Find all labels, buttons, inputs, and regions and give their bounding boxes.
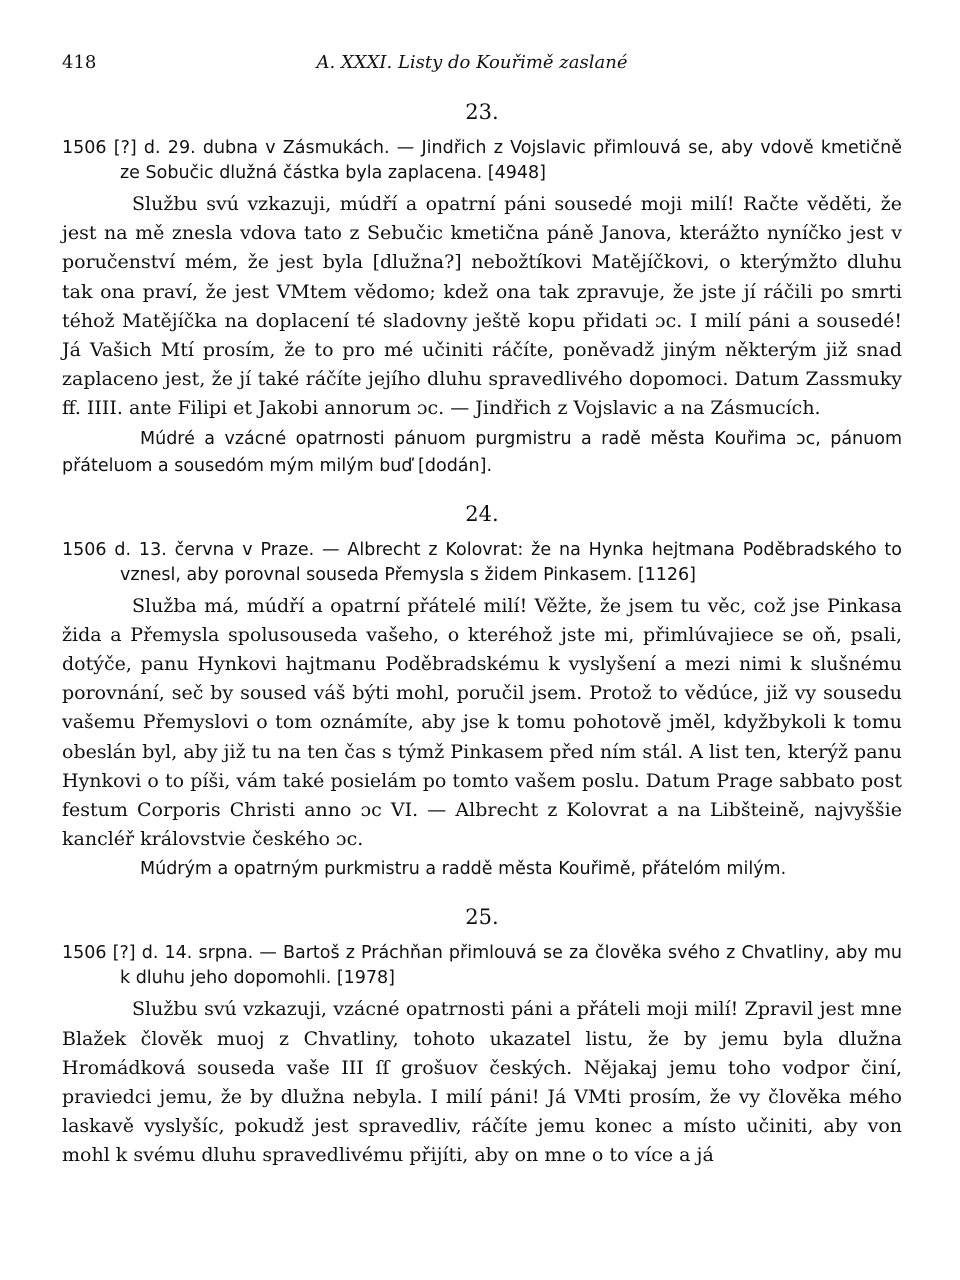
entry-letter-text: Službu svú vzkazuji, vzácné opatrnosti páni a přáteli moji milí! Zpravil jest mne Blažek člověk muoj z Chvatliny, tohoto ukazatel listu, že by jemu byla dlužna Hromádková souseda vaše III ſſ grošuov českých. Nějakaj jemu toho vodpor činí, praviedci jemu, že by dlužna nebyla. I milí páni! Já VMti prosím, že vy člověka mého laskavě vyslyšíc, pokudž jest spravedliv, ráčíte jemu konec a místo učiniti, aby von mohl k svému dluhu spravedlivému přijíti, aby on mne o to více a já [62, 998, 902, 1167]
document-page [62, 52, 902, 1171]
entry-regest: 1506 [?] d. 14. srpna. — Bartoš z Práchňan přimlouvá se za člověka svého z Chvatliny, aby mu k dluhu jeho dopomohli. [1978] [62, 943, 902, 989]
entry-number: 23. [465, 100, 499, 124]
entry-25 [62, 905, 902, 1170]
entry-number: 25. [465, 905, 499, 930]
entry-regest: 1506 [?] d. 29. dubna v Zásmukách. — Jindřich z Vojslavic přimlouvá se, aby vdově kmetičně ze Sobučic dlužná částka byla zaplacena. [4948] [62, 138, 902, 183]
entry-address: Múdrým a opatrným purkmistru a raddě města Kouřimě, přátelóm milým. [140, 859, 787, 880]
entry-address: Múdré a vzácné opatrnosti pánuom purgmistru a radě města Kouřima ɔc, pánuom přáteluom a sousedóm mým milým buď [dodán]. [62, 428, 902, 476]
entry-regest: 1506 d. 13. června v Praze. — Albrecht z Kolovrat: že na Hynka hejtmana Poděbradského to vznesl, aby porovnal souseda Přemysla s židem Pinkasem. [1126] [62, 539, 902, 585]
running-header [62, 52, 902, 92]
entry-letter-text: Službu svú vzkazuji, múdří a opatrní páni sousedé moji milí! Račte věděti, že jest na mě znesla vdova tato z Sebučic kmetična páně Janova, kterážto nyníčko jest v poručenství mém, že jest byla [dlužna?] nebožtíkovi Matějíčkovi, o kterýmžto dluhu tak ona praví, že jest VMtem vědomo; kdež ona tak zpravuje, že jste jí ráčili po smrti téhož Matějíčka na doplacení té sladovny ještě kopu přidati ɔc. I milí páni a sousedé! Já Vašich Mtí prosím, že to pro mé učiniti ráčíte, poněvadž jiným některým již snad zaplaceno jest, že jí také ráčíte jejího dluhu spravedlivého dopomoci. Datum Zassmuky ff. IIII. ante Filipi et Jakobi annorum ɔc. — Jindřich z Vojslavic a na Zásmucích. [62, 193, 902, 420]
entry-23 [62, 100, 902, 480]
entry-number: 24. [465, 501, 499, 526]
running-title: A. XXXI. Listy do Kouřimě zaslané [316, 52, 628, 73]
entry-24 [62, 502, 902, 884]
entry-letter-text: Služba má, múdří a opatrní přátelé milí! Věžte, že jsem tu věc, což jse Pinkasa žida a Přemysla spolusouseda vašeho, o kteréhož jste mi, přimlúvajiece se oň, psali, dotýče, panu Hynkovi hajtmanu Poděbradskému k vyslyšení a mezi nimi k slušnému porovnání, seč by soused váš býti mohl, poručil jsem. Protož to vědúce, již vy sousedu vašemu Přemyslovi o tom oznámíte, aby jse k tomu pohotově jměl, kdyžbykoli k tomu obeslán byl, aby již tu na ten čas s týmž Pinkasem před ním stál. A list ten, kterýž panu Hynkovi o to píši, vám také posielám po tomto vašem poslu. Datum Prage sabbato post festum Corporis Christi anno ɔc VI. — Albrecht z Kolovrat a na Libšteině, najvyššie kancléř královstvie českého ɔc. [62, 594, 902, 851]
page-number: 418 [62, 52, 97, 73]
